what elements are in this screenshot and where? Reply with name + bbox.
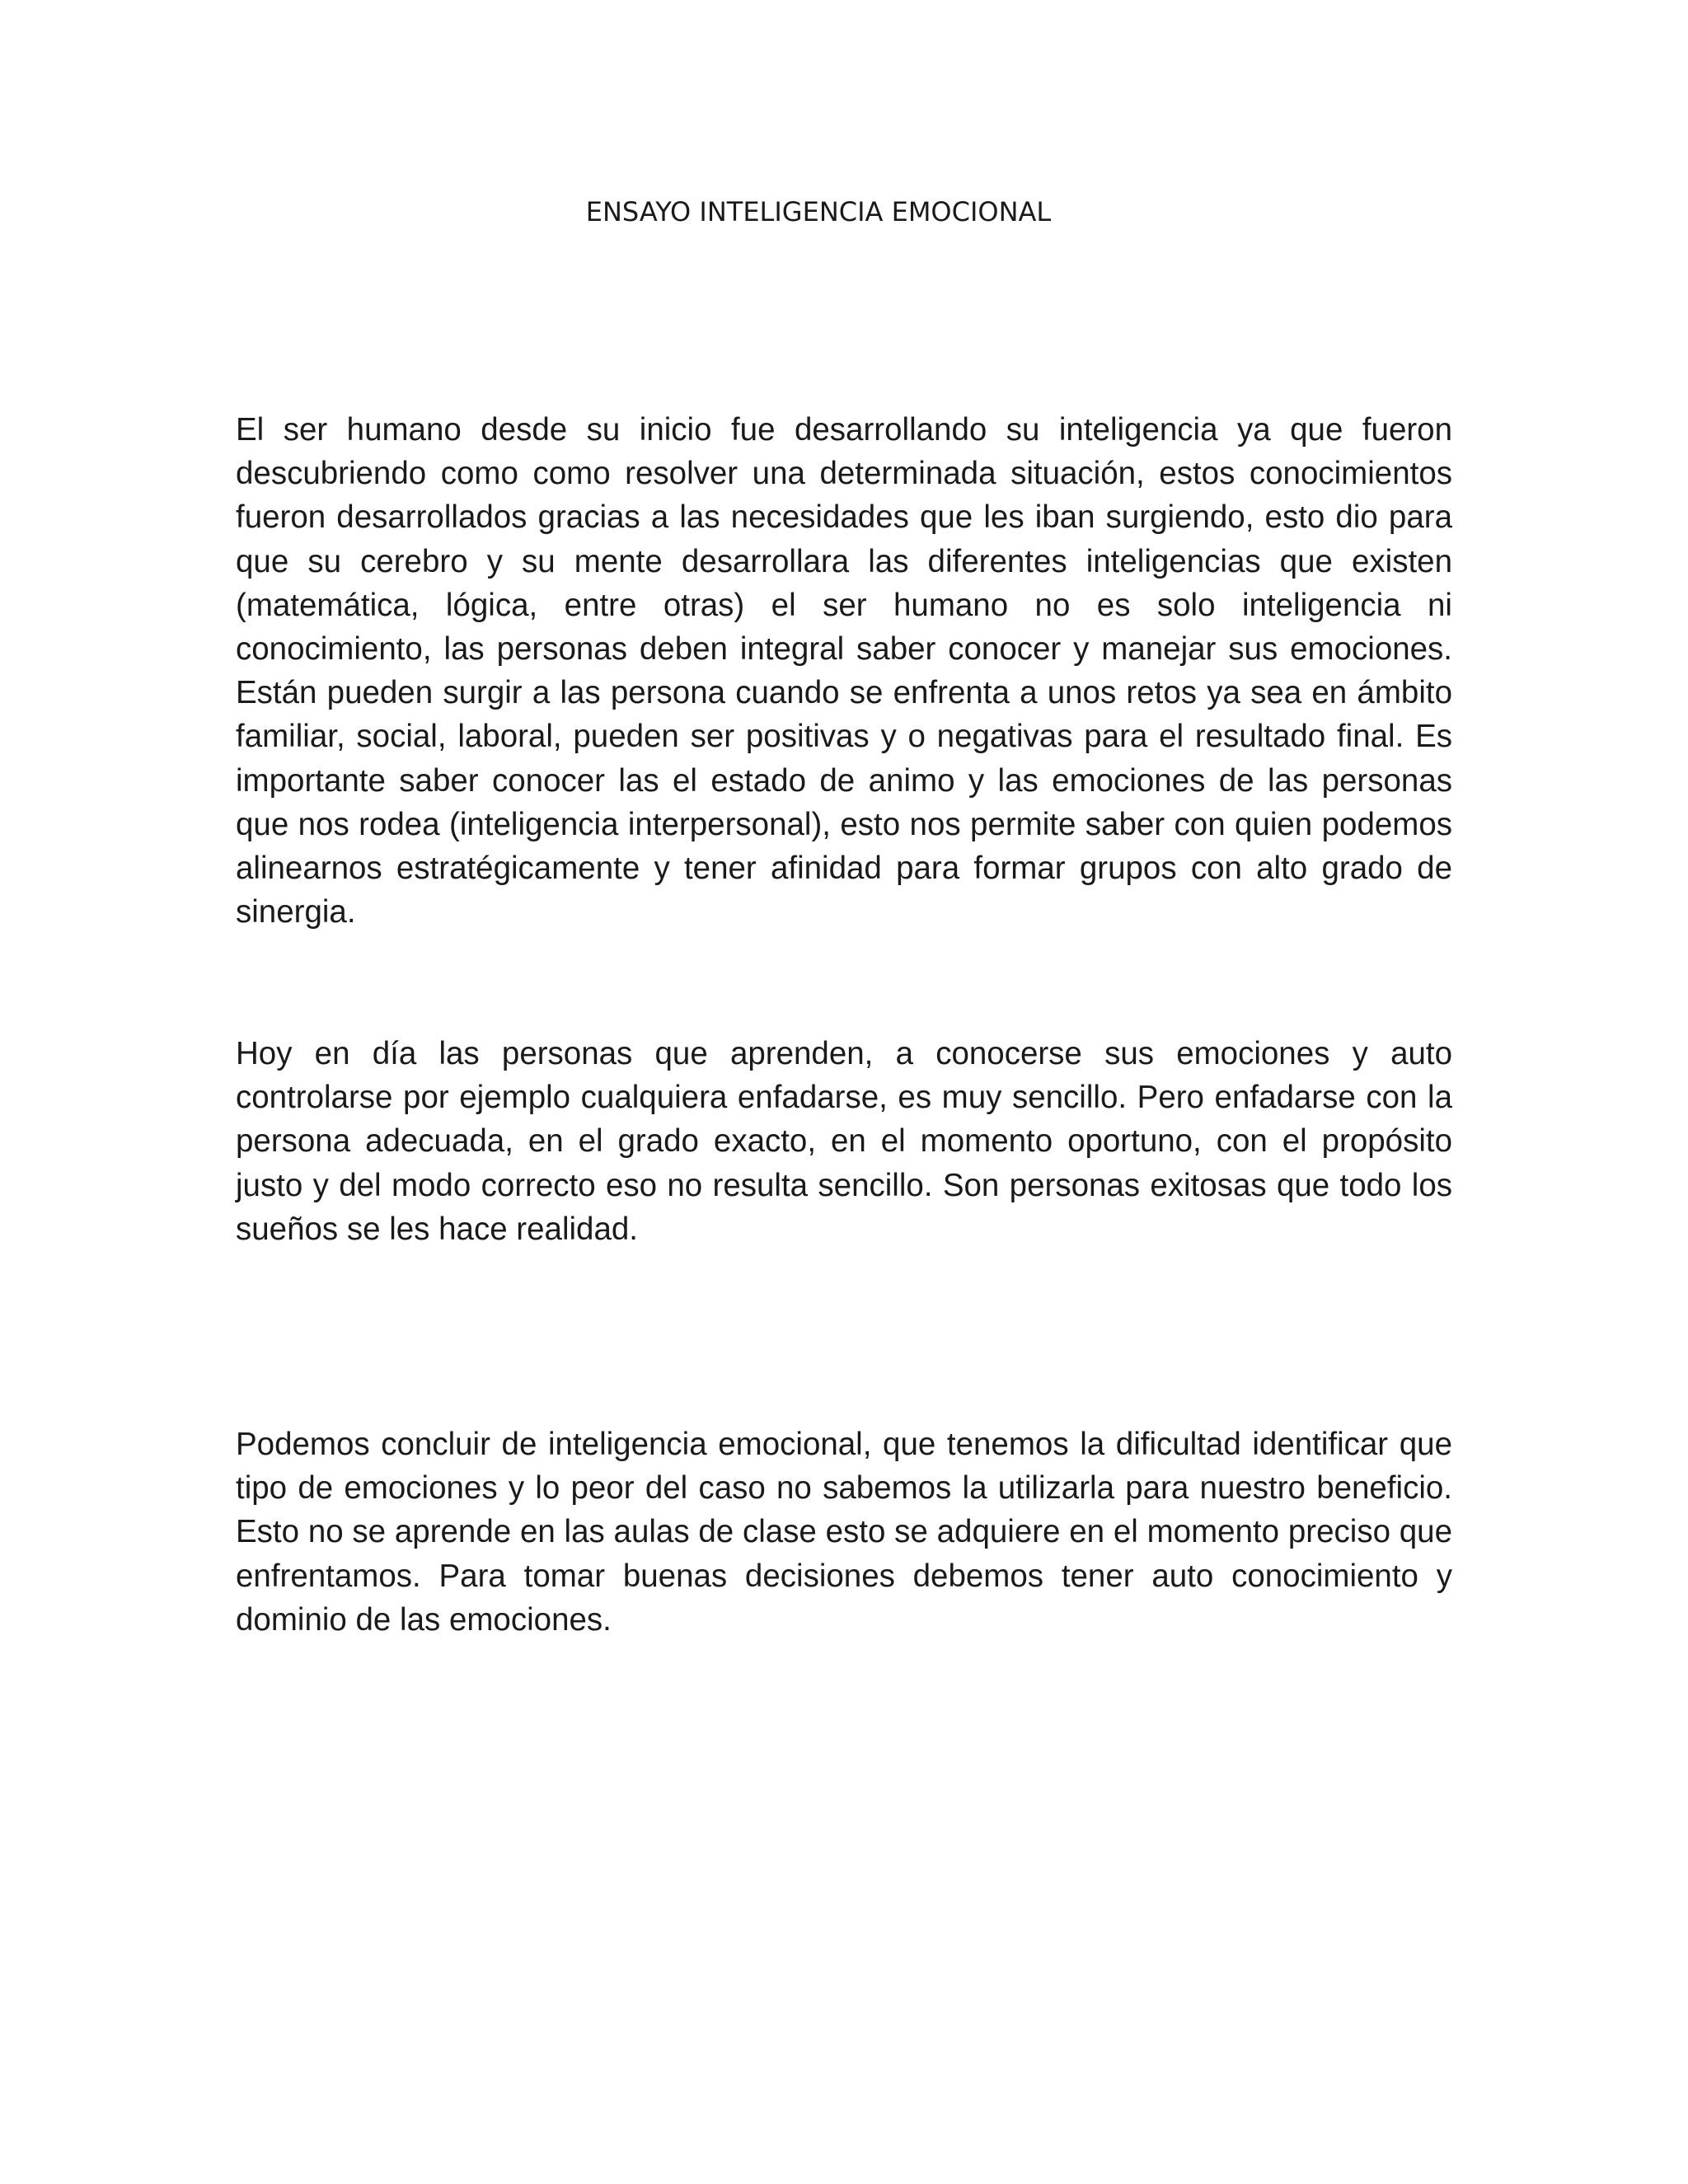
paragraph-body: Hoy en día las personas que aprenden, a conocerse sus emociones y auto controlarse por ejemplo cualquiera enfadarse, es muy sencillo. Pero enfadarse con la persona adecuada, en el grado exacto, en el momento oportuno, con el propósito justo y del modo correcto eso no resulta sencillo. Son personas exitosas que todo los sueños se les hace realidad. bbox=[236, 1036, 1452, 1247]
paragraph-introduction: El ser humano desde su inicio fue desarrollando su inteligencia ya que fueron descubriendo como como resolver una determinada situación, estos conocimientos fueron desarrollados gracias a las necesidades que les iban surgiendo, esto dio para que su cerebro y su mente desarrollara las diferentes inteligencias que existen (matemática, lógica, entre otras) el ser humano no es solo inteligencia ni conocimiento, las personas deben integral saber conocer y manejar sus emociones. Están pueden surgir a las persona cuando se enfrenta a unos retos ya sea en ámbito familiar, social, laboral, pueden ser positivas y o negativas para el resultado final. Es importante saber conocer las el estado de animo y las emociones de las personas que nos rodea (inteligencia interpersonal), esto nos permite saber con quien podemos alinearnos estratégicamente y tener afinidad para formar grupos con alto grado de sinergia. bbox=[236, 412, 1452, 930]
document-title: ENSAYO INTELIGENCIA EMOCIONAL bbox=[585, 196, 1052, 227]
paragraph-conclusion: Podemos concluir de inteligencia emocional, que tenemos la dificultad identificar que tipo de emociones y lo peor del caso no sabemos la utilizarla para nuestro beneficio. Esto no se aprende en las aulas de clase esto se adquiere en el momento preciso que enfrentamos. Para tomar buenas decisiones debemos tener auto conocimiento y dominio de las emociones. bbox=[236, 1427, 1452, 1638]
